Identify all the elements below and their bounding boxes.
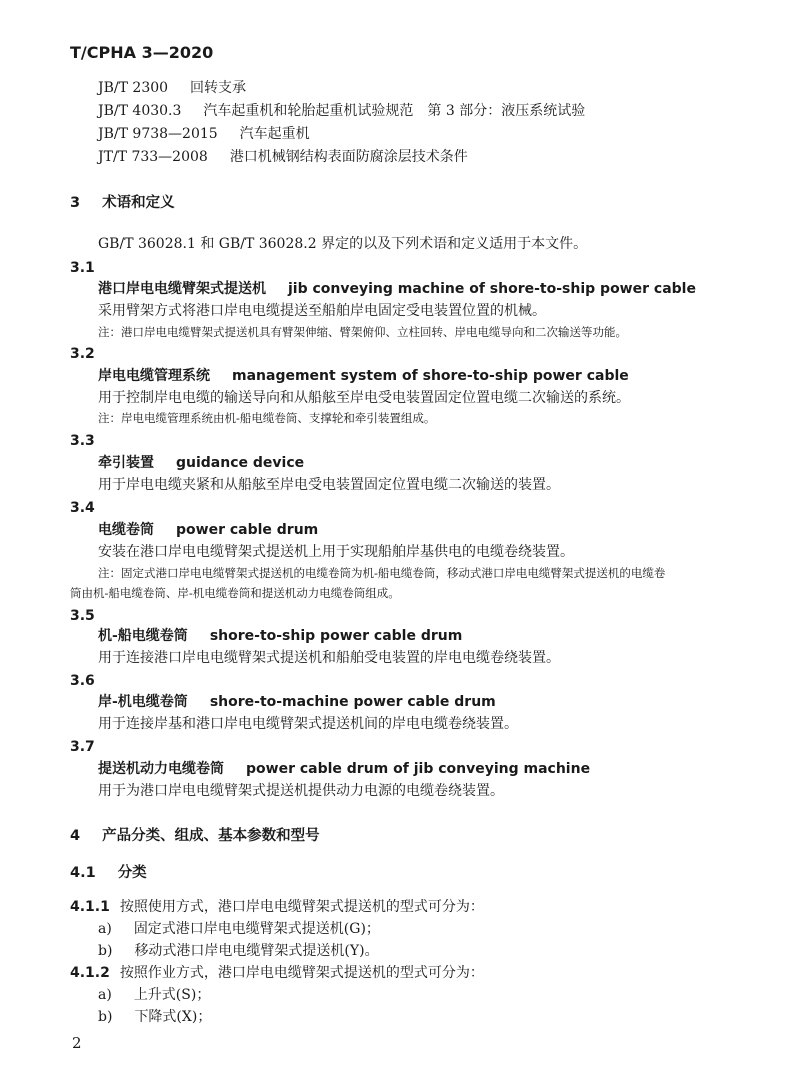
term-definition: 采用臂架方式将港口岸电电缆提送至船舶岸电固定受电装置位置的机械。 bbox=[98, 303, 546, 319]
section-number: 4 bbox=[70, 828, 81, 844]
term-definition: 安装在港口岸电电缆臂架式提送机上用于实现船舶岸基供电的电缆卷绕装置。 bbox=[98, 544, 574, 560]
reference-title: 汽车起重机 bbox=[239, 126, 310, 142]
list-label: a) bbox=[98, 987, 112, 1003]
section-heading bbox=[70, 196, 175, 211]
reference-title: 港口机械钢结构表面防腐涂层技术条件 bbox=[229, 149, 468, 165]
term-note: 注：固定式港口岸电电缆臂架式提送机的电缆卷筒为机-船电缆卷筒，移动式港口岸电电缆臂架式提送机的电缆卷 bbox=[98, 566, 666, 580]
term-number: 3.6 bbox=[70, 673, 95, 689]
term-zh: 牵引装置 bbox=[98, 455, 154, 471]
reference-item bbox=[98, 127, 310, 141]
term-en: guidance device bbox=[176, 455, 305, 471]
term-zh: 港口岸电电缆臂架式提送机 bbox=[98, 281, 266, 297]
reference-code: JT/T 733—2008 bbox=[98, 149, 208, 165]
term-definition: 用于控制岸电电缆的输送导向和从船舷至岸电受电装置固定位置电缆二次输送的系统。 bbox=[98, 390, 630, 406]
reference-item bbox=[98, 104, 585, 118]
list-item bbox=[98, 944, 379, 958]
term-number: 3.1 bbox=[70, 260, 95, 276]
term-heading bbox=[98, 762, 590, 776]
subsection-title: 分类 bbox=[117, 864, 147, 881]
term-zh: 提送机动力电缆卷筒 bbox=[98, 761, 224, 777]
term-definition: 用于连接港口岸电电缆臂架式提送机和船舶受电装置的岸电电缆卷绕装置。 bbox=[98, 650, 560, 666]
term-number: 3.7 bbox=[70, 739, 95, 755]
term-en: shore-to-ship power cable drum bbox=[209, 628, 463, 644]
term-definition: 用于为港口岸电电缆臂架式提送机提供动力电源的电缆卷绕装置。 bbox=[98, 783, 504, 799]
clause-number: 4.1.1 bbox=[70, 899, 110, 915]
list-item bbox=[98, 922, 380, 936]
term-en: management system of shore-to-ship power cable bbox=[232, 368, 629, 384]
term-heading bbox=[98, 282, 696, 296]
term-en: power cable drum bbox=[176, 522, 319, 538]
reference-item bbox=[98, 81, 246, 95]
term-heading bbox=[98, 456, 304, 470]
list-label: b) bbox=[98, 943, 113, 959]
term-note: 注：港口岸电电缆臂架式提送机具有臂架伸缩、臂架俯仰、立柱回转、岸电电缆导向和二次输送等功能。 bbox=[98, 325, 627, 339]
list-text: 上升式(S)； bbox=[133, 987, 211, 1003]
term-heading bbox=[98, 369, 629, 383]
list-item bbox=[98, 988, 210, 1002]
section-title: 产品分类、组成、基本参数和型号 bbox=[102, 827, 320, 844]
term-en: shore-to-machine power cable drum bbox=[209, 694, 496, 710]
list-text: 固定式港口岸电电缆臂架式提送机(G)； bbox=[133, 921, 380, 937]
reference-code: JB/T 2300 bbox=[98, 80, 169, 96]
term-number: 3.2 bbox=[70, 346, 95, 362]
clause-number: 4.1.2 bbox=[70, 965, 110, 981]
subsection-heading bbox=[70, 866, 147, 881]
term-note-continuation: 筒由机-船电缆卷筒、岸-机电缆卷筒和提送机动力电缆卷筒组成。 bbox=[70, 586, 400, 600]
term-definition: 用于连接岸基和港口岸电电缆臂架式提送机间的岸电电缆卷绕装置。 bbox=[98, 716, 518, 732]
list-label: b) bbox=[98, 1009, 113, 1025]
term-heading bbox=[98, 629, 462, 643]
term-number: 3.5 bbox=[70, 608, 95, 624]
reference-code: JB/T 4030.3 bbox=[98, 103, 182, 119]
term-en: power cable drum of jib conveying machine bbox=[246, 761, 591, 777]
section-intro: GB/T 36028.1 和 GB/T 36028.2 界定的以及下列术语和定义适用于本文件。 bbox=[98, 236, 588, 252]
list-text: 下降式(X)； bbox=[134, 1009, 212, 1025]
subsection-number: 4.1 bbox=[70, 865, 96, 881]
section-title: 术语和定义 bbox=[102, 194, 175, 211]
document-id: T/CPHA 3—2020 bbox=[70, 43, 214, 62]
term-zh: 电缆卷筒 bbox=[98, 522, 154, 538]
clause bbox=[70, 966, 484, 980]
term-heading bbox=[98, 523, 318, 537]
list-text: 移动式港口岸电电缆臂架式提送机(Y)。 bbox=[134, 943, 379, 959]
reference-title: 回转支承 bbox=[190, 80, 247, 96]
page-number: 2 bbox=[72, 1034, 82, 1052]
term-number: 3.3 bbox=[70, 433, 95, 449]
term-note: 注：岸电电缆管理系统由机-船电缆卷筒、支撑轮和牵引装置组成。 bbox=[98, 411, 436, 425]
term-zh: 岸电电缆管理系统 bbox=[98, 368, 210, 384]
term-en: jib conveying machine of shore-to-ship power cable bbox=[288, 281, 696, 297]
term-zh: 机-船电缆卷筒 bbox=[98, 628, 188, 644]
term-definition: 用于岸电电缆夹紧和从船舷至岸电受电装置固定位置电缆二次输送的装置。 bbox=[98, 477, 560, 493]
reference-item bbox=[98, 150, 468, 164]
reference-title: 汽车起重机和轮胎起重机试验规范 第 3 部分：液压系统试验 bbox=[203, 103, 586, 119]
clause bbox=[70, 900, 484, 914]
clause-text: 按照作业方式，港口岸电电缆臂架式提送机的型式可分为： bbox=[119, 965, 484, 981]
list-item bbox=[98, 1010, 211, 1024]
clause-text: 按照使用方式，港口岸电电缆臂架式提送机的型式可分为： bbox=[119, 899, 484, 915]
list-label: a) bbox=[98, 921, 112, 937]
reference-code: JB/T 9738—2015 bbox=[98, 126, 218, 142]
term-zh: 岸-机电缆卷筒 bbox=[98, 694, 188, 710]
term-heading bbox=[98, 695, 496, 709]
term-number: 3.4 bbox=[70, 500, 95, 516]
section-heading bbox=[70, 829, 320, 844]
section-number: 3 bbox=[70, 195, 81, 211]
